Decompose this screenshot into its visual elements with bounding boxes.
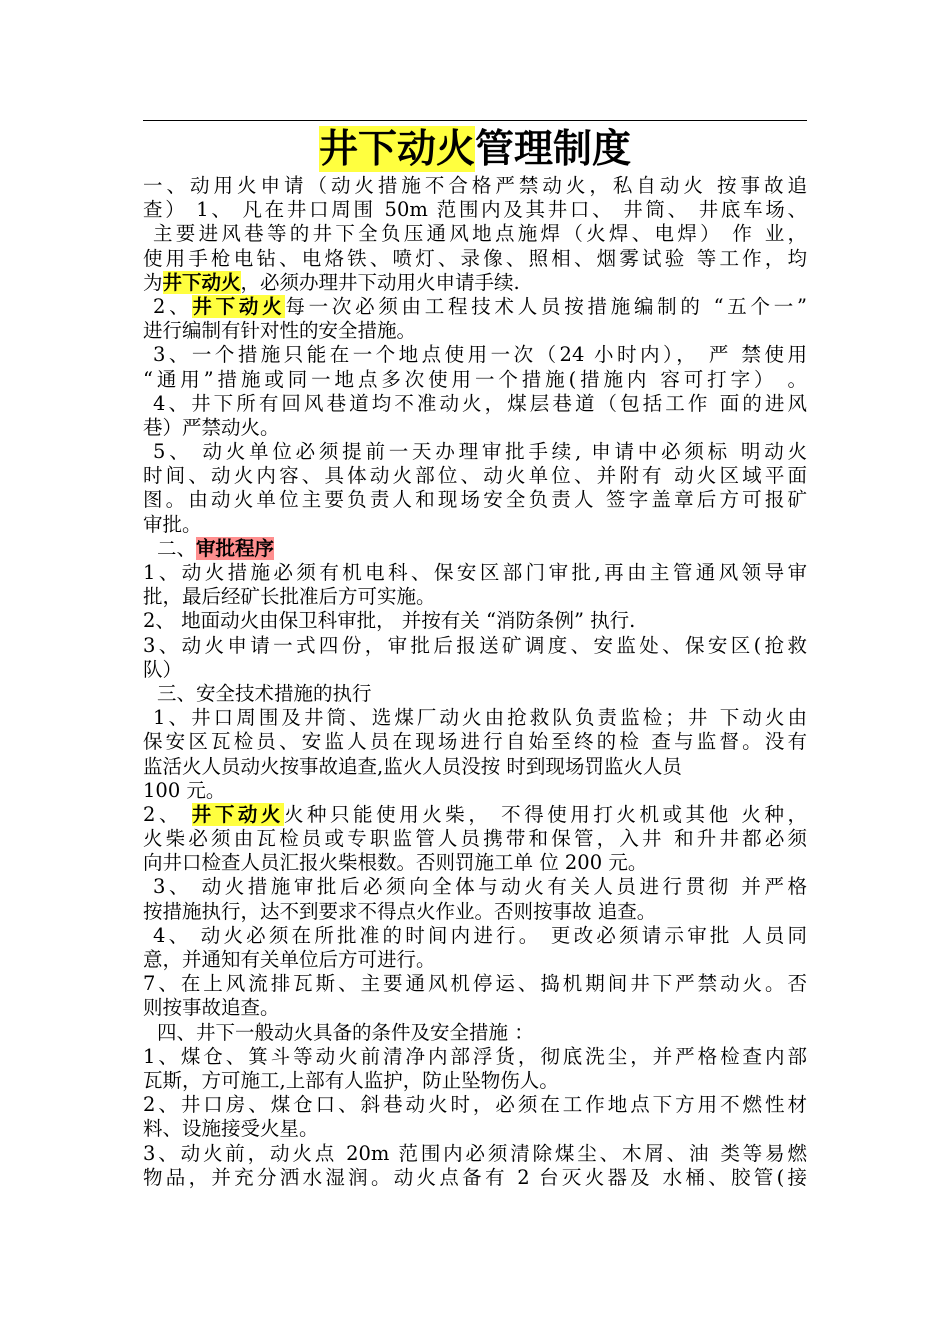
text-line	[143, 368, 807, 392]
text-run: 三、安全技术措施的执行	[157, 681, 372, 705]
text-run: 保安区瓦检员、安监人员在现场进行自始至终的检 查与监督。没有	[143, 730, 807, 754]
text-run: 1、动火措施必须有机电科、保安区部门审批,再由主管通风领导审	[143, 561, 807, 584]
text-run: 4、 动火必须在所批准的时间内进行。 更改必须请示审批 人员同	[153, 923, 807, 947]
document-title	[143, 124, 807, 174]
text-line	[143, 1045, 807, 1069]
text-line	[143, 682, 807, 706]
text-line	[143, 416, 807, 440]
text-line	[143, 996, 807, 1020]
text-run: 物品，并充分洒水湿润。动火点备有 2 台灭火器及 水桶、胶管(接	[143, 1165, 807, 1189]
text-run: 时间、动火内容、具体动火部位、动火单位、并附有 动火区域平面	[143, 464, 807, 488]
text-line	[143, 222, 807, 246]
text-run: 进行编制有针对性的安全措施。	[143, 319, 417, 343]
text-line	[143, 319, 807, 343]
text-line	[143, 1166, 807, 1190]
header-rule	[143, 120, 807, 121]
text-line	[143, 295, 807, 319]
text-line	[143, 658, 807, 682]
text-run: 7、在上风流排瓦斯、主要通风机停运、捣机期间井下严禁动火。否	[143, 972, 807, 996]
text-line	[143, 875, 807, 899]
text-run: ，必须办理井下动用火申请手续.	[240, 270, 520, 294]
text-line	[143, 392, 807, 416]
text-line	[143, 827, 807, 851]
text-line	[143, 900, 807, 924]
text-run: 主要进风巷等的井下全负压通风地点施焊（火焊、电焊） 作 业，	[153, 222, 807, 246]
text-run: 3、动火申请一式四份，审批后报送矿调度、安监处、保安区(抢救	[143, 633, 807, 657]
text-line	[143, 803, 807, 827]
text-run: 一、动用火申请（动火措施不合格严禁动火，私自动火 按事故追	[143, 174, 807, 197]
text-line	[143, 1142, 807, 1166]
highlighted-term: 井下动火	[192, 294, 286, 318]
text-run: 使用手枪电钻、电烙铁、喷灯、录像、照相、烟雾试验 等工作，均	[143, 246, 807, 270]
text-run: 火柴必须由瓦检员或专职监管人员携带和保管，入井 和升井都必须	[143, 827, 807, 851]
text-line	[143, 755, 807, 779]
text-run: 3、动火前，动火点 20m 范围内必须清除煤尘、木屑、油 类等易燃	[143, 1141, 807, 1165]
text-line	[143, 924, 807, 948]
text-run: 5、 动火单位必须提前一天办理审批手续, 申请中必须标 明动火	[153, 440, 807, 464]
text-run: 监活火人员动火按事故追查,监火人员没按 时到现场罚监火人员	[143, 754, 682, 778]
highlighted-term: 审批程序	[196, 536, 275, 560]
text-run: 则按事故追查。	[143, 996, 280, 1020]
text-line	[143, 464, 807, 488]
text-line	[143, 247, 807, 271]
text-run: 审批。	[143, 512, 202, 536]
text-run: 1、煤仓、箕斗等动火前清净内部浮货，彻底洗尘，并严格检查内部	[143, 1044, 807, 1068]
text-line	[143, 198, 807, 222]
text-line	[143, 706, 807, 730]
text-run: 火种只能使用火柴， 不得使用打火机或其他 火种，	[283, 802, 807, 826]
text-run: 二、	[157, 536, 197, 560]
text-line	[143, 343, 807, 367]
text-line	[143, 537, 807, 561]
text-line	[143, 174, 807, 198]
text-run: 四、井下一般动火具备的条件及安全措施 ：	[157, 1020, 534, 1044]
text-run: 瓦斯，方可施工,上部有人监护，防止坠物伤人。	[143, 1068, 559, 1092]
text-run: 3、 动火措施审批后必须向全体与动火有关人员进行贯彻 并严格	[153, 875, 807, 899]
text-line	[143, 1117, 807, 1141]
text-line	[143, 585, 807, 609]
text-line	[143, 488, 807, 512]
text-run: 查） 1、 凡在井口周围 50m 范围内及其井口、 井筒、 井底车场、	[143, 198, 807, 222]
text-run: 料、设施接受火星。	[143, 1117, 319, 1141]
text-run: 批，最后经矿长批准后方可实施。	[143, 585, 436, 609]
text-line	[143, 948, 807, 972]
document-body	[143, 174, 807, 1190]
text-line	[143, 972, 807, 996]
text-line	[143, 851, 807, 875]
text-line	[143, 779, 807, 803]
text-line	[143, 1021, 807, 1045]
text-line	[143, 609, 807, 633]
title-highlight: 井下动火	[318, 126, 475, 172]
text-run: “通用”措施或同一地点多次使用一个措施(措施内 容可打字） 。	[143, 367, 807, 391]
text-line	[143, 271, 807, 295]
text-line	[143, 440, 807, 464]
text-run: 每一次必须由工程技术人员按措施编制的 “五个一”	[285, 294, 807, 318]
title-rest: 管理制度	[475, 126, 632, 172]
text-run: 2、	[143, 802, 192, 826]
text-line	[143, 730, 807, 754]
highlighted-term: 井下动火	[162, 270, 241, 294]
text-run: 意，并通知有关单位后方可进行。	[143, 948, 436, 971]
highlighted-term: 井下动火	[191, 802, 284, 826]
text-run: 2、井口房、煤仓口、斜巷动火时，必须在工作地点下方用不燃性材	[143, 1093, 807, 1117]
text-run: 向井口检查人员汇报火柴根数。否则罚施工单 位 200 元。	[143, 851, 648, 875]
text-run: 100 元。	[143, 778, 226, 802]
text-run: 2、 地面动火由保卫科审批， 并按有关 “消防条例” 执行.	[143, 609, 636, 633]
text-line	[143, 1093, 807, 1117]
text-run: 图。由动火单位主要负责人和现场安全负责人 签字盖章后方可报矿	[143, 488, 807, 512]
text-line	[143, 513, 807, 537]
text-line	[143, 634, 807, 658]
text-run: 4、井下所有回风巷道均不准动火，煤层巷道（包括工作 面的进风	[153, 391, 807, 415]
text-run: 队）	[143, 657, 183, 681]
text-run: 为	[143, 270, 163, 294]
text-run: 按措施执行，达不到要求不得点火作业。否则按事故 追查。	[143, 899, 657, 923]
text-run: 3、一个措施只能在一个地点使用一次（24 小时内）， 严 禁使用	[153, 343, 807, 367]
text-run: 巷）严禁动火。	[143, 415, 280, 439]
text-run: 1、井口周围及井筒、选煤厂动火由抢救队负责监检；井 下动火由	[153, 706, 807, 730]
text-line	[143, 1069, 807, 1093]
text-run: 2、	[153, 294, 193, 318]
text-line	[143, 561, 807, 585]
